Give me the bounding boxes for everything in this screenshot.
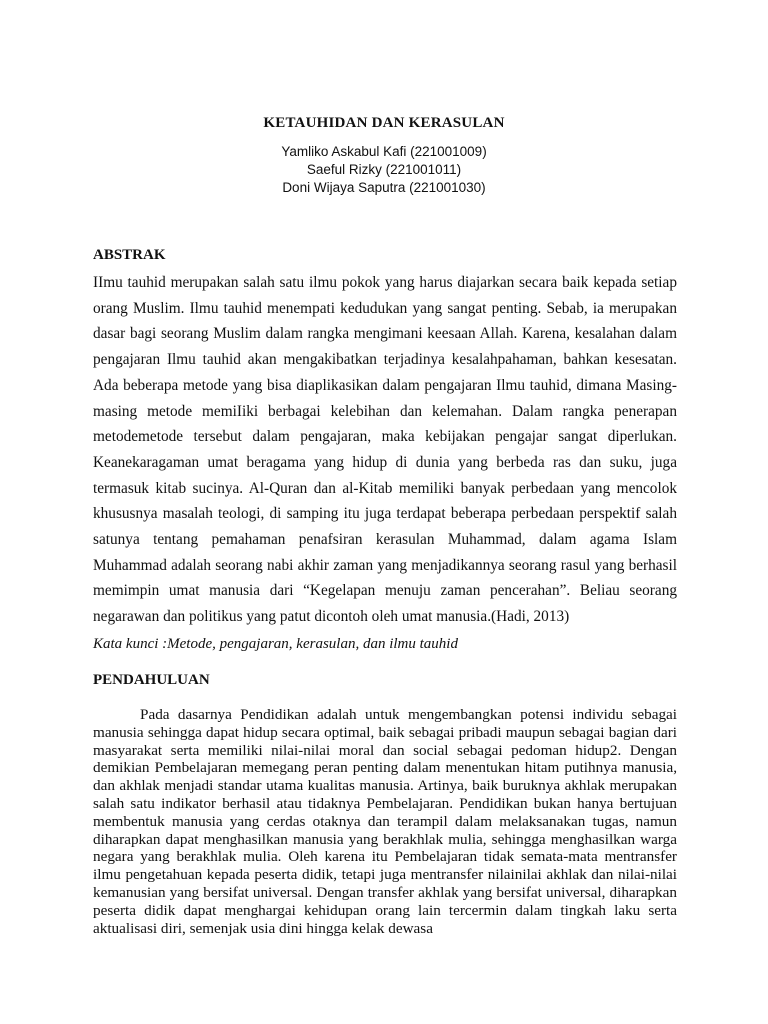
author-list [0,143,768,197]
abstract-heading: ABSTRAK [93,247,166,263]
author-name: Yamliko Askabul Kafi (221001009) [281,144,487,159]
abstract-paragraph: IImu tauhid merupakan salah satu ilmu pokok yang harus diajarkan secara baik kepada setiap orang Muslim. Ilmu tauhid menempati kedudukan yang sangat penting. Sebab, ia merupakan dasar bagi seorang Muslim dalam rangka mengimani keesaan Allah. Karena, kesalahan dalam pengajaran Ilmu tauhid akan mengakibatkan terjadinya kesalahpahaman, bahkan kesesatan. Ada beberapa metode yang bisa diaplikasikan dalam pengajaran Ilmu tauhid, dimana Masing-masing metode memiIiki berbagai kelebihan dan kelemahan. Dalam rangka penerapan metodemetode tersebut dalam pengajaran, maka kebijakan pengajar sangat diperlukan. Keanekaragaman umat beragama yang hidup di dunia yang berbeda ras dan suku, juga termasuk kitab sucinya. Al-Quran dan al-Kitab memiliki banyak perbedaan yang mencolok khususnya masalah teologi, di samping itu juga terdapat beberapa perbedaan perspektif salah satunya tentang pemahaman penafsiran kerasulan Muhammad, dalam agama Islam Muhammad adalah seorang nabi akhir zaman yang menjadikannya seorang rasul yang berhasil memimpin umat manusia dari “Kegelapan menuju zaman pencerahan”. Beliau seorang negarawan dan politikus yang patut dicontoh oleh umat manusia.(Hadi, 2013) [93,274,677,626]
author-name: Saeful Rizky (221001011) [306,162,462,177]
keywords-line: Kata kunci :Metode, pengajaran, kerasulan, dan ilmu tauhid [93,636,458,652]
introduction-heading: PENDAHULUAN [93,672,210,688]
paper-title: KETAUHIDAN DAN KERASULAN [263,115,505,131]
introduction-paragraph: Pada dasarnya Pendidikan adalah untuk mengembangkan potensi individu sebagai manusia sehingga dapat hidup secara optimal, baik sebagai pribadi maupun sebagai bagian dari masyarakat serta memiliki nilai-nilai moral dan social sebagai pedoman hidup2. Dengan demikian Pembelajaran memegang peran penting dalam menentukan hitam putihnya manusia, dan akhlak menjadi standar utama kualitas manusia. Artinya, baik buruknya akhlak merupakan salah satu indikator berhasil atau tidaknya Pembelajaran. Pendidikan bukan hanya bertujuan membentuk manusia yang cerdas otaknya dan terampil dalam melaksanakan tugas, namun diharapkan dapat menghasilkan manusia yang berakhlak mulia, sehingga menghasilkan warga negara yang berakhlak mulia. Oleh karena itu Pembelajaran tidak semata-mata mentransfer ilmu pengetahuan kepada peserta didik, tetapi juga mentransfer nilainilai akhlak dan nilai-nilai kemanusian yang bersifat universal. Dengan transfer akhlak yang bersifat universal, diharapkan peserta didik dapat menghargai kehidupan orang lain tercermin dalam tingkah laku serta aktualisasi diri, semenjak usia dini hingga kelak dewasa [93,706,677,937]
author-name: Doni Wijaya Saputra (221001030) [282,180,486,195]
